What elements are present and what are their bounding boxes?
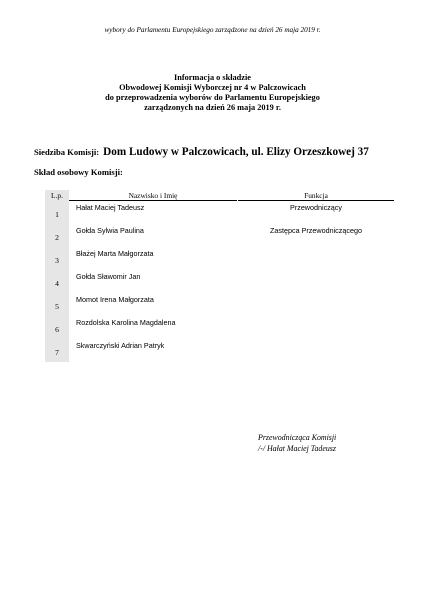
row-number: 2 [45,224,69,247]
seat-label: Siedziba Komisji: [34,147,100,157]
row-number: 4 [45,270,69,293]
signature-block [258,432,336,454]
title-line: zarządzonych na dzień 26 maja 2019 r. [144,103,281,112]
table-row [45,293,394,316]
title-line: Obwodowej Komisji Wyborczej nr 4 w Palczowicach [119,83,306,92]
header-note: wybory do Parlamentu Europejskiego zarządzone na dzień 26 maja 2019 r. [104,26,321,34]
seat-value: Dom Ludowy w Palczowicach, ul. Elizy Orzeszkowej 37 [103,146,369,158]
row-number: 6 [45,316,69,339]
member-name: Gołda Sylwia Paulina [76,226,144,235]
member-name: Hałat Maciej Tadeusz [76,203,145,212]
member-name: Gołda Sławomir Jan [76,272,141,281]
member-name: Rozdolska Karolina Magdalena [76,318,176,327]
member-function: Przewodniczący [290,203,342,212]
table-header [45,190,394,201]
table-row [45,270,394,293]
member-name: Skwarczyński Adrian Patryk [76,341,165,350]
title-line: Informacja o składzie [174,73,251,82]
composition-label: Skład osobowy Komisji: [34,167,123,177]
commission-seat [34,142,404,160]
row-number: 5 [45,293,69,316]
table-row [45,224,394,247]
row-number: 3 [45,247,69,270]
table-row [45,339,394,362]
row-number: 1 [45,201,69,224]
header-lp: L.p. [45,190,69,201]
table-row [45,316,394,339]
title-line: do przeprowadzenia wyborów do Parlamentu Europejskiego [105,93,320,102]
member-function [238,270,394,293]
member-function [238,293,394,316]
member-name: Błażej Marta Małgorzata [76,249,154,258]
signature-role: Przewodnicząca Komisji [258,433,337,442]
members-table [45,190,394,362]
document-title [0,73,425,113]
table-row [45,201,394,224]
header-name: Nazwisko i Imię [69,190,237,201]
header-function: Funkcja [238,190,394,201]
signature-name: /-/ Hałat Maciej Tadeusz [258,444,336,453]
table-row [45,247,394,270]
member-name: Momot Irena Małgorzata [76,295,154,304]
member-function [238,339,394,362]
row-number: 7 [45,339,69,362]
member-function: Zastępca Przewodniczącego [270,226,362,235]
member-function [238,247,394,270]
member-function [238,316,394,339]
